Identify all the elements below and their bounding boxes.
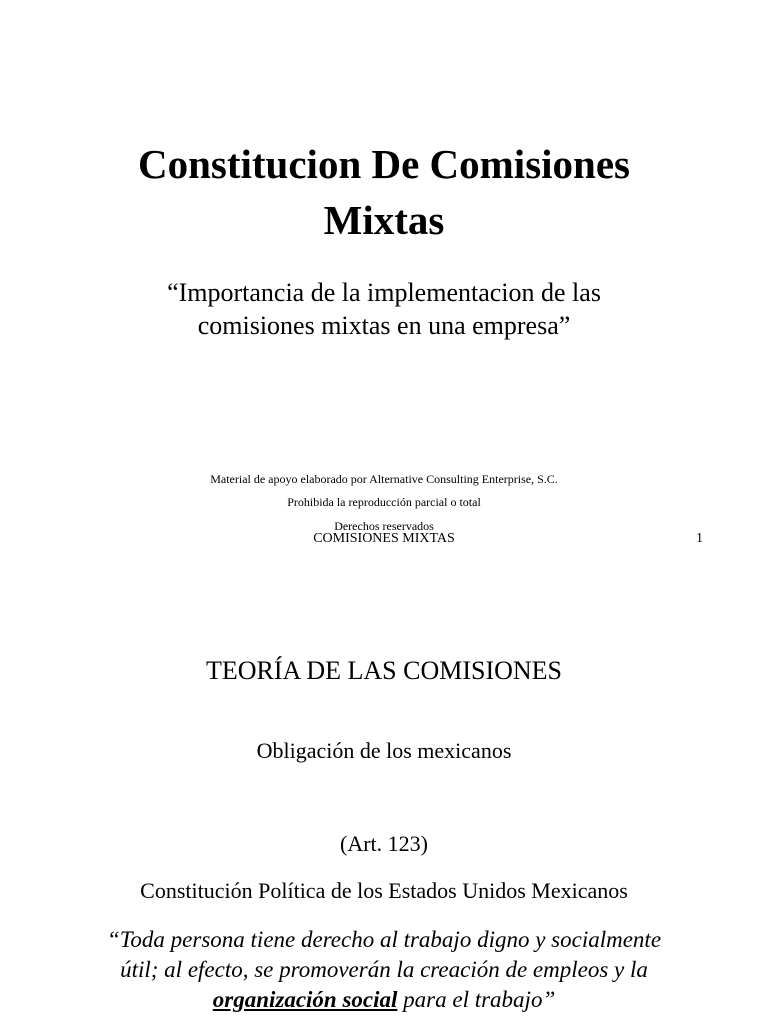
section-heading: TEORÍA DE LAS COMISIONES <box>205 656 563 685</box>
prohibition-note: Prohibida la reproducción parcial o total <box>287 495 481 509</box>
document-subtitle <box>0 276 768 342</box>
article-reference: (Art. 123) <box>340 831 428 856</box>
document-title <box>0 136 768 248</box>
quote-emphasis: organización social <box>212 987 398 1012</box>
rights-note: Derechos reservados <box>334 519 434 533</box>
quote-line-3 <box>70 985 698 1015</box>
quote-end: para el trabajo” <box>397 987 556 1012</box>
title-line-1: Constitucion De Comisiones <box>137 141 631 187</box>
page-header-label: COMISIONES MIXTAS <box>313 531 455 546</box>
credit-note: Material de apoyo elaborado por Alternative Consulting Enterprise, S.C. <box>210 472 558 486</box>
subtitle-line-1: “Importancia de la implementacion de las <box>167 278 601 307</box>
quote-line-2: útil; al efecto, se promoverán la creación de empleos y la <box>120 957 648 982</box>
subtitle-line-2: comisiones mixtas en una empresa” <box>197 311 571 340</box>
constitution-name: Constitución Política de los Estados Unidos Mexicanos <box>140 878 628 903</box>
page-number: 1 <box>696 531 703 546</box>
title-line-2: Mixtas <box>323 197 445 243</box>
section-subheading: Obligación de los mexicanos <box>256 738 512 763</box>
constitution-quote <box>0 925 768 1015</box>
quote-line-1: “Toda persona tiene derecho al trabajo digno y socialmente <box>106 927 662 952</box>
